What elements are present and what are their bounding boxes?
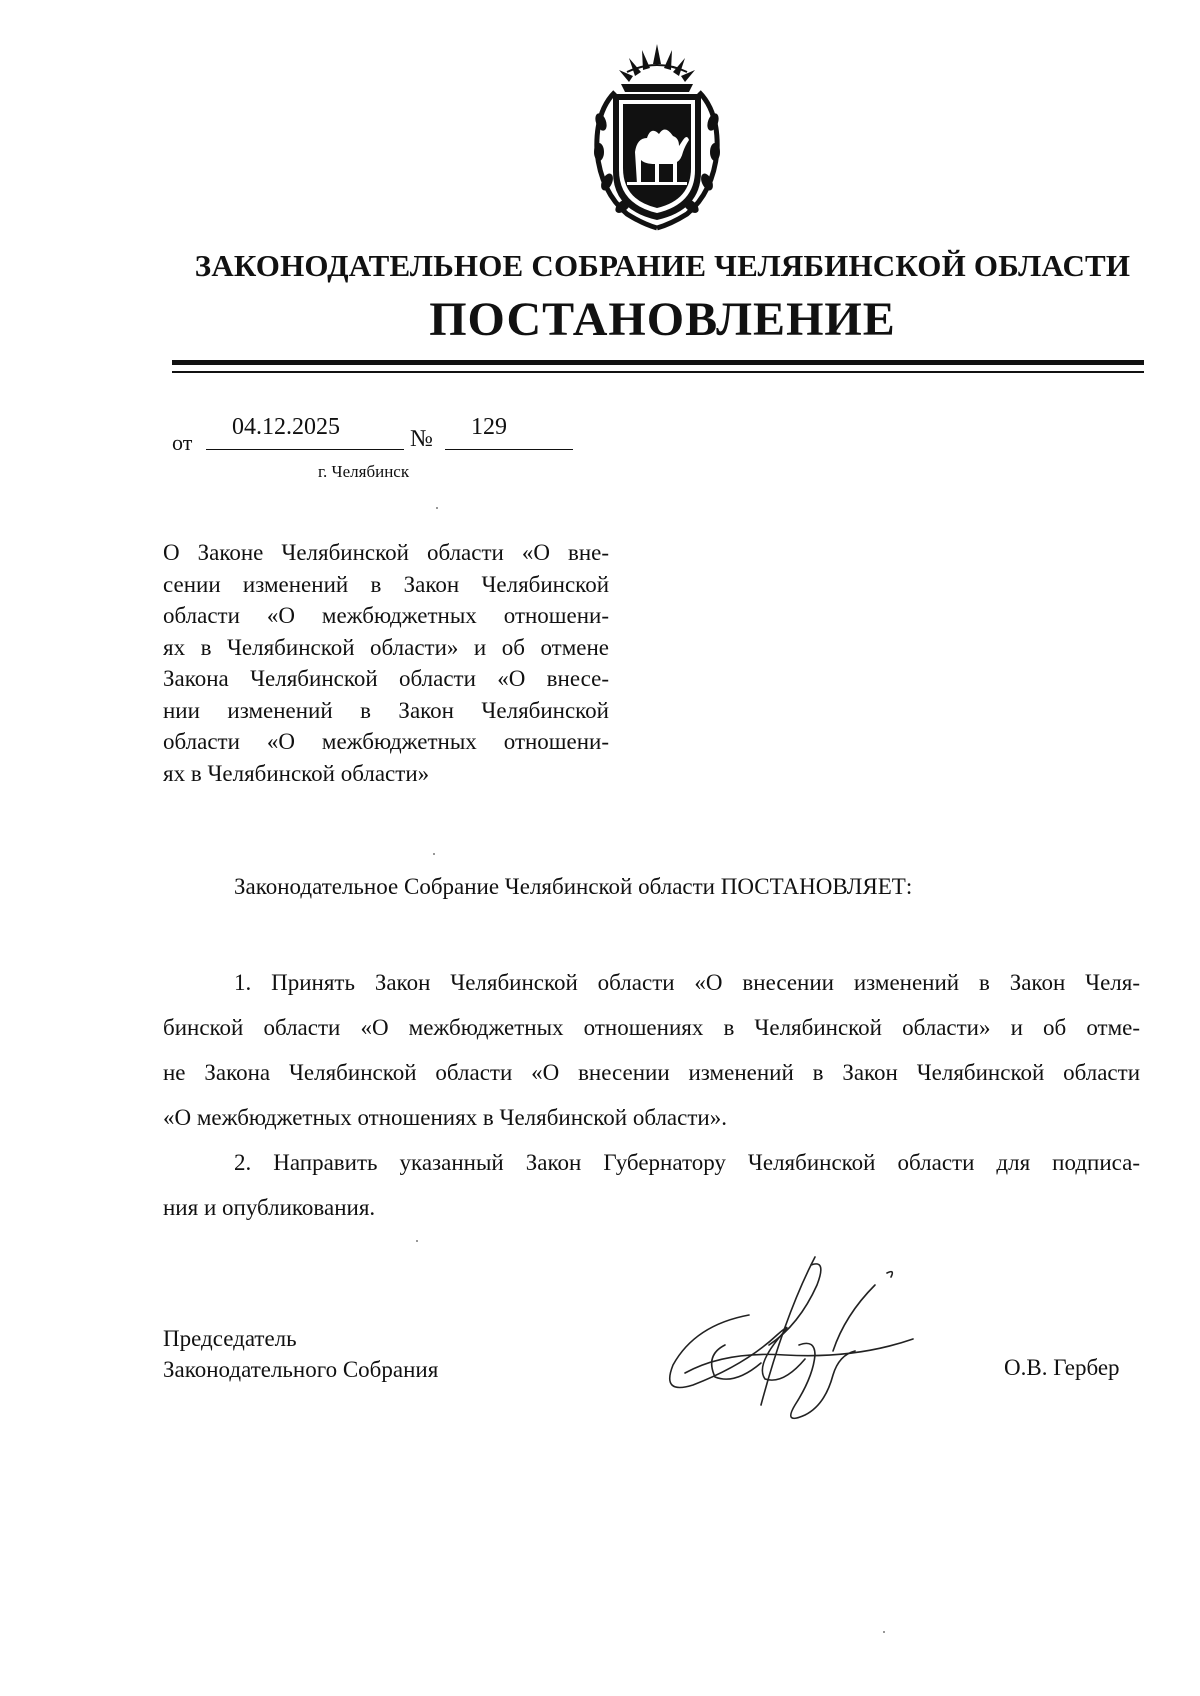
signatory-title-line: Законодательного Собрания <box>163 1357 439 1382</box>
document-type-heading: ПОСТАНОВЛЕНИЕ <box>429 293 896 346</box>
subject-line: области «О межбюджетных отношени- <box>163 729 609 754</box>
subject-line: ях в Челябинской области» <box>163 760 430 786</box>
date-underline <box>206 449 404 450</box>
body-line: не Закона Челябинской области «О внесении изменений в Закон Челябинской области <box>163 1060 1140 1085</box>
number-prefix: № <box>410 426 433 452</box>
subject-line: области «О межбюджетных отношени- <box>163 603 609 628</box>
document-date: 04.12.2025 <box>232 414 340 440</box>
body-line: 2. Направить указанный Закон Губернатору Челябинской области для подписа- <box>234 1150 1140 1175</box>
number-underline <box>445 449 573 450</box>
scan-speck <box>436 507 438 509</box>
organization-title: ЗАКОНОДАТЕЛЬНОЕ СОБРАНИЕ ЧЕЛЯБИНСКОЙ ОБЛАСТИ <box>194 248 1131 283</box>
body-line: ния и опубликования. <box>163 1195 376 1220</box>
signatory-name: О.В. Гербер <box>1004 1355 1120 1380</box>
subject-line: ях в Челябинской области» и об отмене <box>163 634 609 660</box>
coat-of-arms-emblem <box>587 42 727 232</box>
subject-line: О Законе Челябинской области «О вне- <box>163 540 609 565</box>
body-line: 1. Принять Закон Челябинской области «О внесении изменений в Закон Челя- <box>234 970 1140 995</box>
signatory-title <box>163 1323 438 1385</box>
header-divider-thick <box>172 360 1144 365</box>
document-city: г. Челябинск <box>318 462 410 481</box>
scan-speck <box>433 853 435 855</box>
signatory-title-line: Председатель <box>163 1326 297 1351</box>
document-number: 129 <box>471 414 507 440</box>
scan-speck <box>416 1240 418 1242</box>
date-prefix: от <box>172 430 193 455</box>
document-subject <box>163 537 609 789</box>
handwritten-signature <box>665 1255 945 1430</box>
resolution-preamble: Законодательное Собрание Челябинской области ПОСТАНОВЛЯЕТ: <box>234 874 913 899</box>
header-divider-thin <box>172 371 1144 373</box>
subject-line: Закона Челябинской области «О внесе- <box>163 666 609 691</box>
body-line: «О межбюджетных отношениях в Челябинской области». <box>163 1105 727 1130</box>
resolution-body <box>163 960 1140 1230</box>
body-line: бинской области «О межбюджетных отношениях в Челябинской области» и об отме- <box>163 1015 1140 1040</box>
subject-line: сении изменений в Закон Челябинской <box>163 571 609 597</box>
scan-speck <box>883 1631 885 1633</box>
subject-line: нии изменений в Закон Челябинской <box>163 697 609 723</box>
